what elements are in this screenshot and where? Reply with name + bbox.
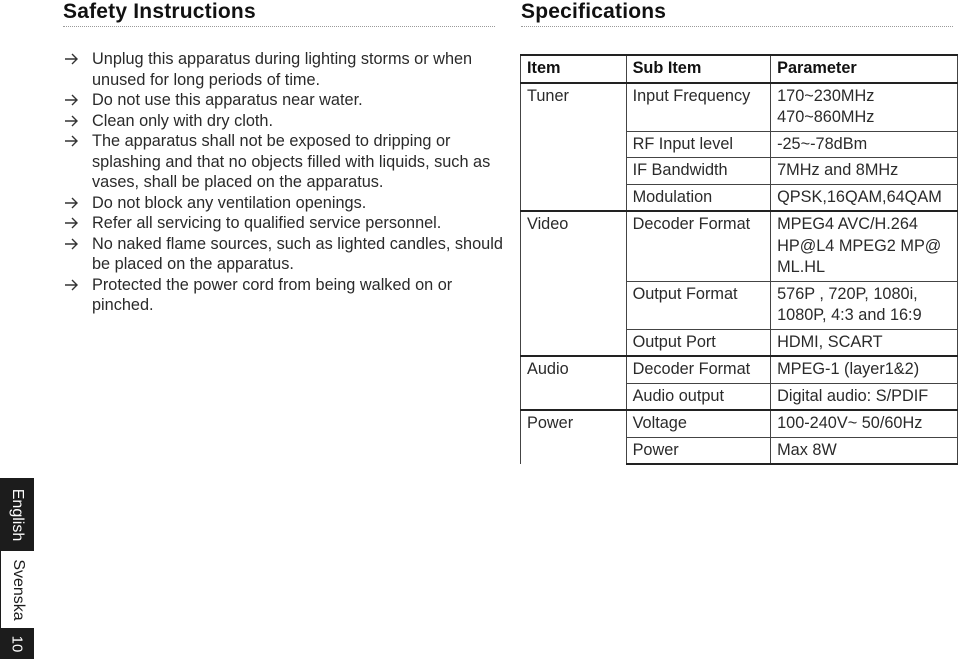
list-item bbox=[63, 213, 503, 234]
safety-item-text: Unplug this apparatus during lighting storms or when unused for long periods of time. bbox=[92, 50, 473, 89]
parameter-cell: -25~-78dBm bbox=[771, 131, 958, 158]
parameter-cell: HDMI, SCART bbox=[771, 329, 958, 356]
header-parameter: Parameter bbox=[771, 55, 958, 83]
list-item bbox=[63, 275, 503, 316]
parameter-cell: Digital audio: S/PDIF bbox=[771, 383, 958, 410]
item-cell: Power bbox=[521, 410, 627, 464]
list-item bbox=[63, 193, 503, 214]
parameter-cell: Max 8W bbox=[771, 437, 958, 464]
safety-item-text: Do not block any ventilation openings. bbox=[92, 193, 367, 212]
page-number-label: 10 bbox=[8, 635, 26, 652]
arrow-right-icon bbox=[63, 90, 81, 110]
safety-heading-divider bbox=[63, 26, 495, 27]
safety-item-text: Protected the power cord from being walked on or pinched. bbox=[92, 275, 453, 314]
item-cell: Tuner bbox=[521, 83, 627, 212]
parameter-cell: MPEG-1 (layer1&2) bbox=[771, 356, 958, 383]
sub-item-cell: Input Frequency bbox=[626, 83, 771, 132]
table-row bbox=[521, 410, 958, 437]
arrow-right-icon bbox=[63, 275, 81, 295]
parameter-cell: 100-240V~ 50/60Hz bbox=[771, 410, 958, 437]
sub-item-cell: Output Format bbox=[626, 281, 771, 329]
parameter-cell: QPSK,16QAM,64QAM bbox=[771, 184, 958, 211]
arrow-right-icon bbox=[63, 213, 81, 233]
table-row bbox=[521, 356, 958, 383]
table-row bbox=[521, 83, 958, 132]
sub-item-cell: Audio output bbox=[626, 383, 771, 410]
table-row bbox=[521, 211, 958, 281]
sub-item-cell: Modulation bbox=[626, 184, 771, 211]
parameter-cell: 576P , 720P, 1080i, 1080P, 4:3 and 16:9 bbox=[771, 281, 958, 329]
specifications-heading-divider bbox=[521, 26, 953, 27]
specifications-table bbox=[520, 54, 958, 465]
parameter-cell: 170~230MHz 470~860MHz bbox=[771, 83, 958, 132]
arrow-right-icon bbox=[63, 131, 81, 151]
safety-list bbox=[63, 49, 503, 316]
list-item bbox=[63, 90, 503, 111]
page-number bbox=[0, 628, 34, 659]
arrow-right-icon bbox=[63, 49, 81, 69]
list-item bbox=[63, 49, 503, 90]
parameter-cell: 7MHz and 8MHz bbox=[771, 158, 958, 185]
item-cell: Audio bbox=[521, 356, 627, 410]
list-item bbox=[63, 111, 503, 132]
list-item bbox=[63, 131, 503, 193]
language-label: English bbox=[9, 488, 26, 541]
header-sub-item: Sub Item bbox=[626, 55, 771, 83]
sub-item-cell: RF Input level bbox=[626, 131, 771, 158]
sub-item-cell: Decoder Format bbox=[626, 356, 771, 383]
table-header-row bbox=[521, 55, 958, 83]
arrow-right-icon bbox=[63, 193, 81, 213]
safety-item-text: No naked flame sources, such as lighted candles, should be placed on the apparatus. bbox=[92, 234, 503, 273]
arrow-right-icon bbox=[63, 111, 81, 131]
language-tab-svenska[interactable] bbox=[0, 551, 34, 628]
language-tab-english[interactable] bbox=[0, 478, 34, 551]
list-item bbox=[63, 234, 503, 275]
safety-heading: Safety Instructions bbox=[63, 0, 256, 23]
item-cell: Video bbox=[521, 211, 627, 356]
arrow-right-icon bbox=[63, 234, 81, 254]
safety-item-text: Clean only with dry cloth. bbox=[92, 111, 273, 130]
safety-item-text: Do not use this apparatus near water. bbox=[92, 91, 363, 109]
specifications-heading: Specifications bbox=[521, 0, 667, 23]
language-label: Svenska bbox=[9, 558, 27, 621]
parameter-cell: MPEG4 AVC/H.264 HP@L4 MPEG2 MP@ ML.HL bbox=[771, 211, 958, 281]
safety-item-text: The apparatus shall not be exposed to dripping or splashing and that no objects filled with liquids, such as vases, shall be placed on the apparatus. bbox=[92, 132, 491, 191]
header-item: Item bbox=[521, 55, 627, 83]
sub-item-cell: Power bbox=[626, 437, 771, 464]
safety-item-text: Refer all servicing to qualified service personnel. bbox=[92, 214, 442, 232]
sub-item-cell: IF Bandwidth bbox=[626, 158, 771, 185]
sub-item-cell: Output Port bbox=[626, 329, 771, 356]
sub-item-cell: Decoder Format bbox=[626, 211, 771, 281]
sub-item-cell: Voltage bbox=[626, 410, 771, 437]
